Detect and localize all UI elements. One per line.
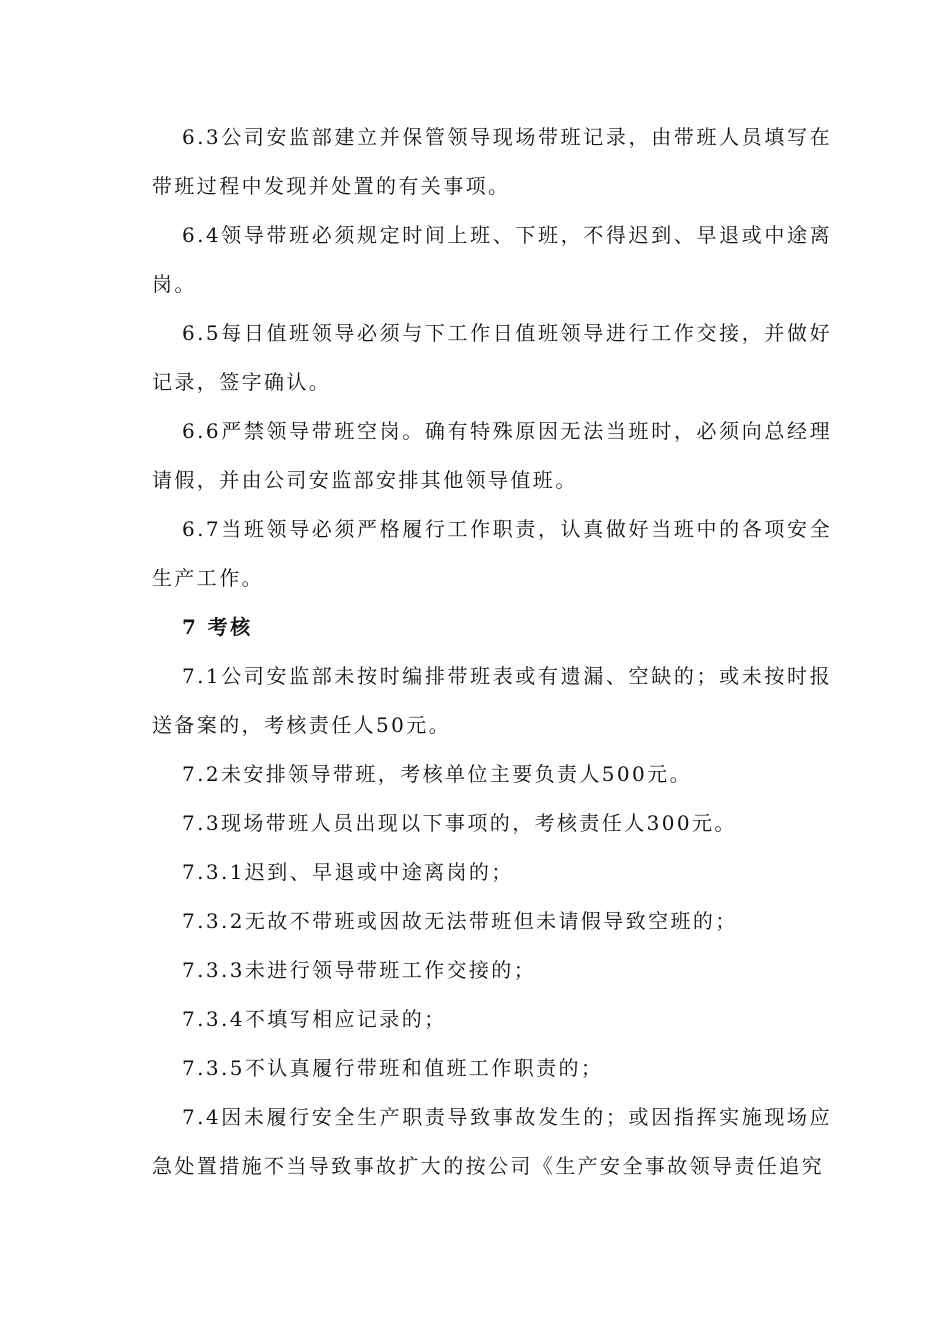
clause-7-3-3: 7.3.3未进行领导带班工作交接的； <box>182 958 537 982</box>
clause-6-5: 6.5每日值班领导必须与下工作日值班领导进行工作交接，并做好记录，签字确认。 <box>152 321 832 394</box>
section-heading-7: 7 考核 <box>182 615 253 639</box>
clause-6-6: 6.6严禁领导带班空岗。确有特殊原因无法当班时，必须向总经理请假，并由公司安监部安排其他领导值班。 <box>152 419 832 492</box>
clause-6-4: 6.4领导带班必须规定时间上班、下班，不得迟到、早退或中途离岗。 <box>152 223 832 296</box>
clause-7-3: 7.3现场带班人员出现以下事项的，考核责任人300元。 <box>182 811 737 835</box>
clause-7-2: 7.2未安排领导带班，考核单位主要负责人500元。 <box>182 762 692 786</box>
clause-7-4: 7.4因未履行安全生产职责导致事故发生的；或因指挥实施现场应急处置措施不当导致事故扩大的按公司《生产安全事故领导责任追究 <box>152 1105 832 1178</box>
clause-7-1: 7.1公司安监部未按时编排带班表或有遗漏、空缺的；或未按时报送备案的，考核责任人50元。 <box>152 664 832 737</box>
clause-7-3-4: 7.3.4不填写相应记录的； <box>182 1007 447 1031</box>
clause-6-3: 6.3公司安监部建立并保管领导现场带班记录，由带班人员填写在带班过程中发现并处置的有关事项。 <box>152 125 832 198</box>
document-body <box>152 113 832 1191</box>
clause-7-3-1: 7.3.1迟到、早退或中途离岗的； <box>182 860 514 884</box>
clause-6-7: 6.7当班领导必须严格履行工作职责，认真做好当班中的各项安全生产工作。 <box>152 517 832 590</box>
clause-7-3-5: 7.3.5不认真履行带班和值班工作职责的； <box>182 1056 604 1080</box>
clause-7-3-2: 7.3.2无故不带班或因故无法带班但未请假导致空班的； <box>182 909 738 933</box>
